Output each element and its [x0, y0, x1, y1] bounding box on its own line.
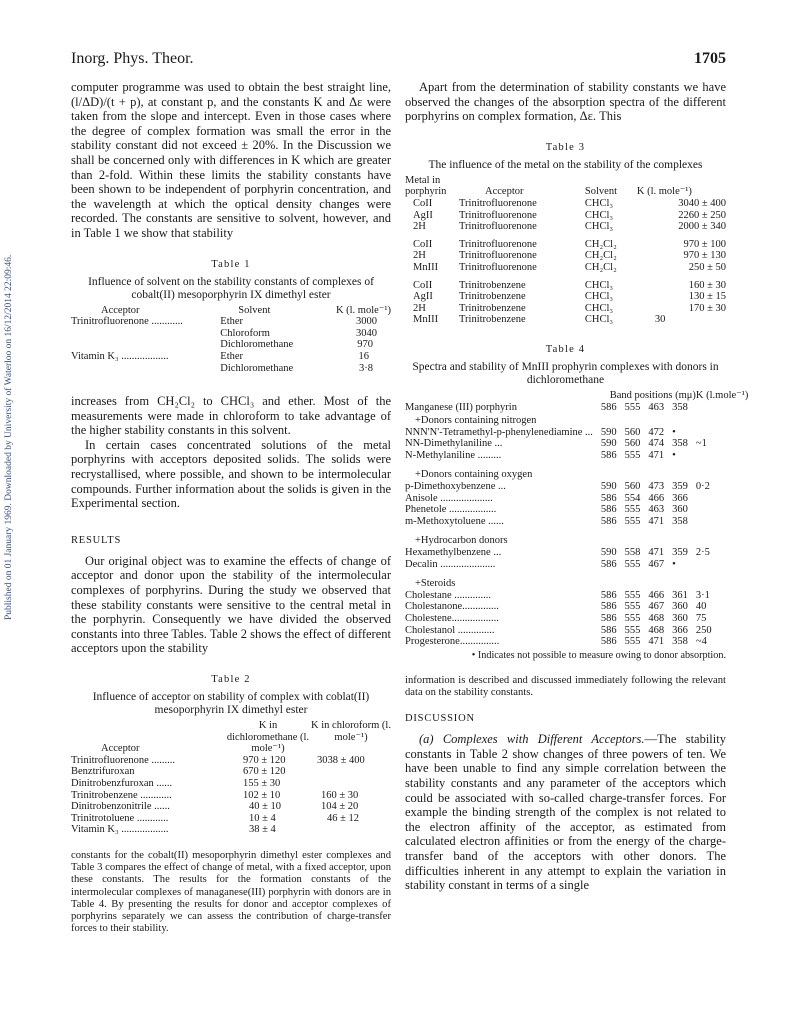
table-group-heading: +Donors containing nitrogen [415, 415, 537, 427]
table-4-body [405, 413, 756, 648]
table-2-caption: Influence of acceptor on stability of complex with coblat(II) mesoporphyrin IX dimethyl ester [92, 691, 370, 716]
table-row: 2H Trinitrofluorenone CH₂Cl₂ 970 ± 130 [413, 250, 726, 262]
table-cell: 468 [648, 624, 665, 636]
table-cell: 473 [648, 481, 665, 493]
table-cell: 360 [672, 504, 688, 516]
table-cell: 2·5 [695, 547, 710, 559]
table-group-heading: +Steroids [415, 578, 456, 590]
table-header: K (l.mole⁻¹) [695, 389, 749, 401]
table-header-row [405, 390, 756, 402]
table-cell: ~4 [695, 636, 707, 648]
table-row: MnIII Trinitrobenzene CHCl₃ 30 [413, 314, 666, 326]
table-group-row [405, 570, 756, 590]
paragraph: increases from CH₂Cl₂ to CHCl₃ and ether. Most of the measurements were made in chloroform to take advantage of the higher stability constants in this solvent. [71, 394, 391, 438]
table-cell: 358 [672, 636, 688, 648]
table-cell: 359 [672, 481, 688, 493]
table-cell: 558 [624, 547, 641, 559]
table-row [405, 438, 756, 450]
table-2-label: Table 2 [211, 674, 251, 685]
table-row [405, 427, 756, 439]
table-cell: 468 [648, 613, 665, 624]
table-cell: • [672, 449, 676, 461]
table-cell: 75 [695, 613, 707, 624]
table-cell: 359 [672, 547, 688, 559]
table-2 [71, 720, 391, 836]
table-cell: Cholestanol .............. [405, 624, 495, 636]
table-row: Trinitrobenzene ............ 102 ± 10 160 ± 30 [71, 789, 359, 801]
table-row: MnIII Trinitrofluorenone CH₂Cl₂ 250 ± 50 [413, 261, 726, 273]
table-header: K in chloroform (l. mole⁻¹) [311, 720, 391, 743]
table-row [405, 590, 756, 602]
table-header-row [71, 305, 391, 317]
table-cell: 554 [624, 492, 641, 504]
table-cell: 366 [672, 624, 688, 636]
table-group-row [405, 527, 756, 547]
table-cell: 250 [695, 624, 712, 636]
table-cell: 555 [624, 613, 641, 624]
table-cell: 555 [624, 504, 641, 516]
table-cell: 586 [600, 515, 617, 527]
table-cell: 586 [600, 589, 617, 601]
table-3-caption: The influence of the metal on the stability of the complexes [428, 158, 703, 171]
table-row: Trinitrotoluene ............ 10 ± 4 46 ± 12 [71, 812, 360, 824]
table-cell: ~1 [695, 438, 707, 450]
table-row: Dinitrobenzonitrile ...... 40 ± 10 104 ± 20 [71, 801, 359, 813]
table-row: AgII Trinitrofluorenone CHCl₃ 2260 ± 250 [413, 209, 726, 221]
table-row [405, 613, 756, 625]
table-header: Acceptor [101, 304, 140, 316]
table-header: K (l. mole⁻¹) [335, 304, 391, 316]
table-cell: Hexamethylbenzene ... [405, 547, 502, 559]
table-cell: 560 [624, 426, 641, 438]
table-header: Acceptor [485, 186, 524, 198]
table-row: Dinitrobenzfuroxan ...... 155 ± 30 [71, 777, 281, 789]
table-cell: 466 [648, 589, 665, 601]
table-cell: 555 [624, 449, 641, 461]
table-cell [696, 427, 756, 439]
table-cell: • [672, 558, 676, 570]
table-cell: 586 [600, 492, 617, 504]
table-row [405, 504, 756, 516]
table-cell: 560 [624, 438, 641, 450]
table-1 [71, 305, 391, 375]
table-row [405, 625, 756, 637]
table-header: Acceptor [101, 743, 140, 755]
table-cell: NN-Dimethylaniline ... [405, 438, 503, 450]
paragraph: (a) Complexes with Different Acceptors.—The stability constants in Table 2 show changes of three powers of ten. We have been unable to find any simple correlation between the stability constants and any parameter of the acceptors which could be associated with so-called charge-transfer forces. For example the binding strength of the complex is not related to the electron affinity of the acceptor, as estimated from calculated electron affinities or from the energy of the charge-transfer band of the acceptors with other donors. The difficulties inherent in any attempt to explain the variation in stability constant in terms of a single [405, 732, 726, 893]
table-row: AgII Trinitrobenzene CHCl₃ 130 ± 15 [413, 291, 726, 303]
table-group-heading: +Donors containing oxygen [415, 469, 533, 481]
table-row [405, 547, 756, 559]
table-cell [696, 493, 756, 505]
table-cell: 3·1 [695, 589, 710, 601]
table-row: 2H Trinitrofluorenone CHCl₃ 2000 ± 340 [413, 221, 726, 233]
table-4-footnote: • Indicates not possible to measure owing to donor absorption. [471, 649, 726, 661]
table-header: K in dichloromethane (l. mole⁻¹) [226, 720, 310, 755]
table-cell: 467 [648, 558, 665, 570]
table-cell: 471 [648, 547, 665, 559]
table-cell: 471 [648, 449, 665, 461]
paragraph: constants for the cobalt(II) mesoporphyrin dimethyl ester complexes and Table 3 compares the effect of change of metal, with a fixed acceptor, upon these constants. The results for the formation constants of the intermolecular complexes of managanese(III) porphyrin with donors are in Table 4. By presenting the results for donor and acceptor complexes of porphyrins separately we can assess the contribution of charge-transfer forces to their stability. [71, 849, 391, 935]
table-row: CoII Trinitrofluorenone CHCl₃ 3040 ± 400 [413, 197, 726, 209]
table-row: Benztrifuroxan 670 ± 120 [71, 766, 286, 778]
table-cell: 555 [624, 624, 641, 636]
paragraph: In certain cases concentrated solutions of the metal porphyrins with acceptors deposited solids. The solids were recrystallised, where possible, and shown to be intermolecular compounds. Further information about the solids is given in the Experimental section. [71, 437, 391, 511]
table-cell: Phenetole .................. [405, 504, 497, 516]
table-cell: 555 [624, 558, 641, 570]
table-cell: 586 [600, 636, 617, 648]
table-cell: 474 [648, 438, 665, 450]
paragraph: Our original object was to examine the effects of change of acceptor and donor upon the stability of the intermolecular complexes of porphyrins. During the study we observed that these stability constants were sensitive to the central metal in the porphyrin. Consequently we have divided the observed constants into three Tables. Table 2 shows the effect of different acceptors upon the stability [71, 553, 391, 656]
table-cell: 360 [672, 613, 688, 624]
section-heading-results: RESULTS [71, 534, 122, 546]
table-cell [696, 559, 756, 571]
table-3-label: Table 3 [545, 141, 586, 153]
table-3 [405, 175, 726, 326]
table-cell: m-Methoxytoluene ...... [405, 515, 504, 527]
table-cell: 467 [648, 601, 665, 613]
table-4-caption: Spectra and stability of MnIII prophyrin complexes with donors in dichloromethane [412, 360, 719, 386]
paragraph: information is described and discussed immediately following the relevant data on the stability constants. [405, 674, 726, 698]
table-cell: 555 [624, 589, 641, 601]
table-cell: Cholestene.................. [405, 613, 499, 624]
right-column [405, 80, 749, 893]
table-cell: 586 [600, 601, 617, 613]
table-row: Trinitrofluorenone ......... 970 ± 120 3038 ± 400 [71, 754, 365, 766]
table-cell: 586 [600, 613, 617, 624]
table-cell: 358 [672, 438, 688, 450]
table-cell: 463 [648, 504, 665, 516]
section-heading-discussion: DISCUSSION [405, 713, 475, 725]
table-header-row [71, 720, 391, 755]
table-cell: 471 [648, 515, 665, 527]
table-cell: 590 [600, 547, 617, 559]
table-4 [405, 390, 756, 648]
table-row [405, 559, 756, 571]
paragraph: computer programme was used to obtain the best straight line, (l/ΔD)/(t + p), at constant p, and the constants K and Δε were taken from the slope and intercept. Even in those cases where the degree of complex formation was small the error in the stability constant did not exceed ± 20%. In the Discussion we shall be concerned only with differences in K which are greater than 2-fold. Within these limits the stability constants have been shown to be independent of porphyrin concentration, and the wavelength at which the optical density changes were recorded. The constants are sensitive to solvent, however, and in Table 1 we show that stability [71, 80, 391, 240]
table-row: Vitamin K₃ .................. 38 ± 4 [71, 824, 276, 836]
table-cell: 555 [624, 601, 641, 613]
table-row [405, 516, 756, 528]
table-header: Band positions (mμ) [609, 389, 696, 401]
table-cell: 586 [600, 449, 617, 461]
paragraph-lead: (a) Complexes with Different Acceptors. [419, 732, 645, 747]
table-cell: 560 [624, 481, 641, 493]
table-group-row [405, 413, 756, 427]
table-cell [696, 516, 756, 528]
table-1-label: Table 1 [211, 258, 251, 270]
table-row: Trinitrofluorenone ............ Ether 3000 [71, 316, 377, 328]
table-header-row [405, 175, 726, 198]
table-row: CoII Trinitrofluorenone CH₂Cl₂ 970 ± 100 [413, 238, 726, 250]
table-cell [696, 450, 756, 462]
table-cell: 590 [600, 426, 617, 438]
table-row: Dichloromethane 970 [220, 339, 373, 351]
table-cell: NNN'N'-Tetramethyl-p-phenylenediamine ... [405, 426, 593, 438]
left-column [71, 80, 391, 935]
table-cell: Cholestane .............. [405, 589, 492, 601]
table-row: Dichloromethane 3·8 [220, 362, 373, 374]
journal-title: Inorg. Phys. Theor. [71, 50, 194, 67]
table-row [405, 450, 756, 462]
table-cell: 366 [672, 492, 688, 504]
table-row [405, 481, 756, 493]
table-cell: 358 [672, 515, 688, 527]
table-row: 2H Trinitrobenzene CHCl₃ 170 ± 30 [413, 302, 726, 314]
table-row [405, 636, 756, 648]
table-cell: Progesterone............... [405, 636, 500, 648]
table-cell: 586 [600, 558, 617, 570]
table-row: CoII Trinitrobenzene CHCl₃ 160 ± 30 [413, 279, 726, 291]
table-cell: • [672, 426, 676, 438]
table-cell: 472 [648, 426, 665, 438]
table-cell: 40 [695, 601, 707, 613]
table-cell: 590 [600, 481, 617, 493]
table-header: Solvent [584, 186, 617, 198]
table-row: Chloroform 3040 [220, 327, 377, 339]
table-cell [696, 504, 756, 516]
table-header: Metal in porphyrin [405, 174, 447, 198]
table-cell: Cholestanone.............. [405, 601, 499, 613]
table-cell: 586 [600, 624, 617, 636]
download-notice: Published on 01 January 1969. Downloaded by University of Waterloo on 16/12/2014 22:09:46. [4, 254, 14, 620]
table-cell: 0·2 [695, 481, 710, 493]
table-header: Solvent [238, 304, 271, 316]
table-1-caption: Influence of solvent on the stability constants of complexes of cobalt(II) mesoporphyrin IX dimethyl ester [88, 275, 374, 301]
table-cell: 471 [648, 636, 665, 648]
table-header: K (l. mole⁻¹) [636, 186, 692, 198]
table-group-row [405, 461, 756, 481]
table-row [405, 601, 756, 613]
table-cell: 361 [672, 589, 688, 601]
table-cell: 555 [624, 636, 641, 648]
table-cell: 590 [600, 438, 617, 450]
table-group-heading: +Hydrocarbon donors [415, 535, 508, 547]
table-cell: N-Methylaniline ......... [405, 449, 502, 461]
table-cell: 360 [672, 601, 688, 613]
table-row: Manganese (III) porphyrin 586 555 463 358 [405, 401, 688, 413]
table-cell: Decalin ..................... [405, 558, 496, 570]
page-number: 1705 [694, 50, 726, 67]
table-4-label: Table 4 [545, 343, 586, 355]
table-row [405, 493, 756, 505]
paragraph: Apart from the determination of stability constants we have observed the changes of the absorption spectra of the different porphyrins on complex formation, Δε. This [405, 80, 726, 124]
table-cell: p-Dimethoxybenzene ... [405, 481, 506, 493]
table-cell: 466 [648, 492, 665, 504]
table-row: Vitamin K₃ .................. Ether 16 [71, 350, 369, 362]
table-cell: 555 [624, 515, 641, 527]
table-cell: 586 [600, 504, 617, 516]
table-cell: Anisole .................... [405, 492, 493, 504]
